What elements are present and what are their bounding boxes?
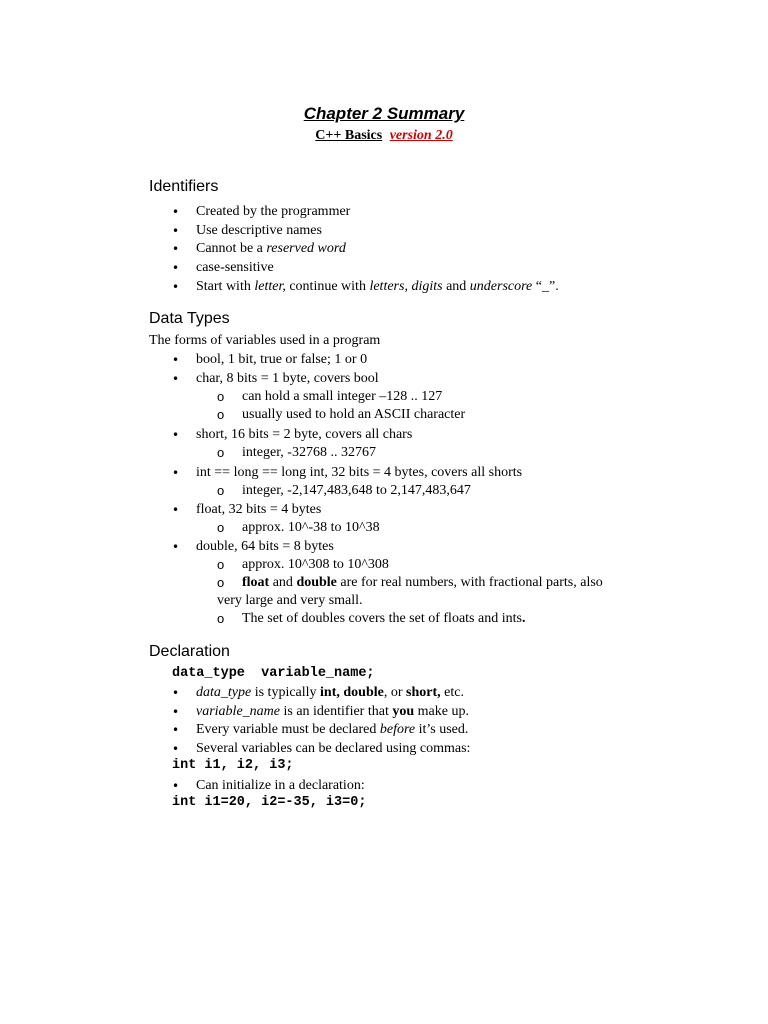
- list-item: • short, 16 bits = 2 byte, covers all chars: [196, 426, 412, 444]
- list-item: • variable_name is an identifier that you make up.: [196, 703, 469, 721]
- list-item: • Created by the programmer: [196, 203, 350, 221]
- list-item: • int == long == long int, 32 bits = 4 bytes, covers all shorts: [196, 464, 522, 482]
- sub-list-item: o approx. 10^308 to 10^308: [242, 556, 389, 574]
- syntax-code: data_type variable_name;: [172, 666, 375, 681]
- list-item: • double, 64 bits = 8 bytes: [196, 538, 334, 556]
- sub-list-item: o approx. 10^-38 to 10^38: [242, 519, 380, 537]
- version-label: version 2.0: [389, 128, 453, 143]
- sub-list-item: o integer, -2,147,483,648 to 2,147,483,647: [242, 482, 471, 500]
- list-item: • Several variables can be declared using commas:: [196, 740, 470, 758]
- sub-list-item-continuation: very large and very small.: [217, 593, 363, 608]
- sub-list-item: o integer, -32768 .. 32767: [242, 444, 376, 462]
- data-types-heading: Data Types: [149, 310, 230, 327]
- list-item: • Can initialize in a declaration:: [196, 777, 365, 795]
- declaration-heading: Declaration: [149, 643, 230, 660]
- sub-list-item: o float and double are for real numbers, with fractional parts, also: [242, 574, 603, 592]
- sub-list-item: o usually used to hold an ASCII character: [242, 406, 465, 424]
- list-item: • Start with letter, continue with letters, digits and underscore “_”.: [196, 278, 559, 296]
- list-item: • float, 32 bits = 4 bytes: [196, 501, 321, 519]
- list-item: • data_type is typically int, double, or short, etc.: [196, 684, 464, 702]
- list-item: • char, 8 bits = 1 byte, covers bool: [196, 370, 379, 388]
- identifiers-heading: Identifiers: [149, 178, 219, 195]
- list-item: • bool, 1 bit, true or false; 1 or 0: [196, 351, 367, 369]
- subtitle-lead: C++ Basics: [315, 128, 383, 143]
- code-example: int i1, i2, i3;: [172, 758, 294, 773]
- page-title: Chapter 2 Summary: [303, 104, 465, 123]
- list-item: • case-sensitive: [196, 259, 274, 277]
- list-item: • Use descriptive names: [196, 222, 322, 240]
- list-item: • Every variable must be declared before it’s used.: [196, 721, 468, 739]
- sub-list-item: o can hold a small integer –128 .. 127: [242, 388, 442, 406]
- list-item: • Cannot be a reserved word: [196, 240, 346, 258]
- sub-list-item: o The set of doubles covers the set of floats and ints.: [242, 610, 525, 628]
- data-types-intro: The forms of variables used in a program: [149, 333, 381, 348]
- code-example: int i1=20, i2=-35, i3=0;: [172, 795, 367, 810]
- page-subtitle: [0, 128, 768, 144]
